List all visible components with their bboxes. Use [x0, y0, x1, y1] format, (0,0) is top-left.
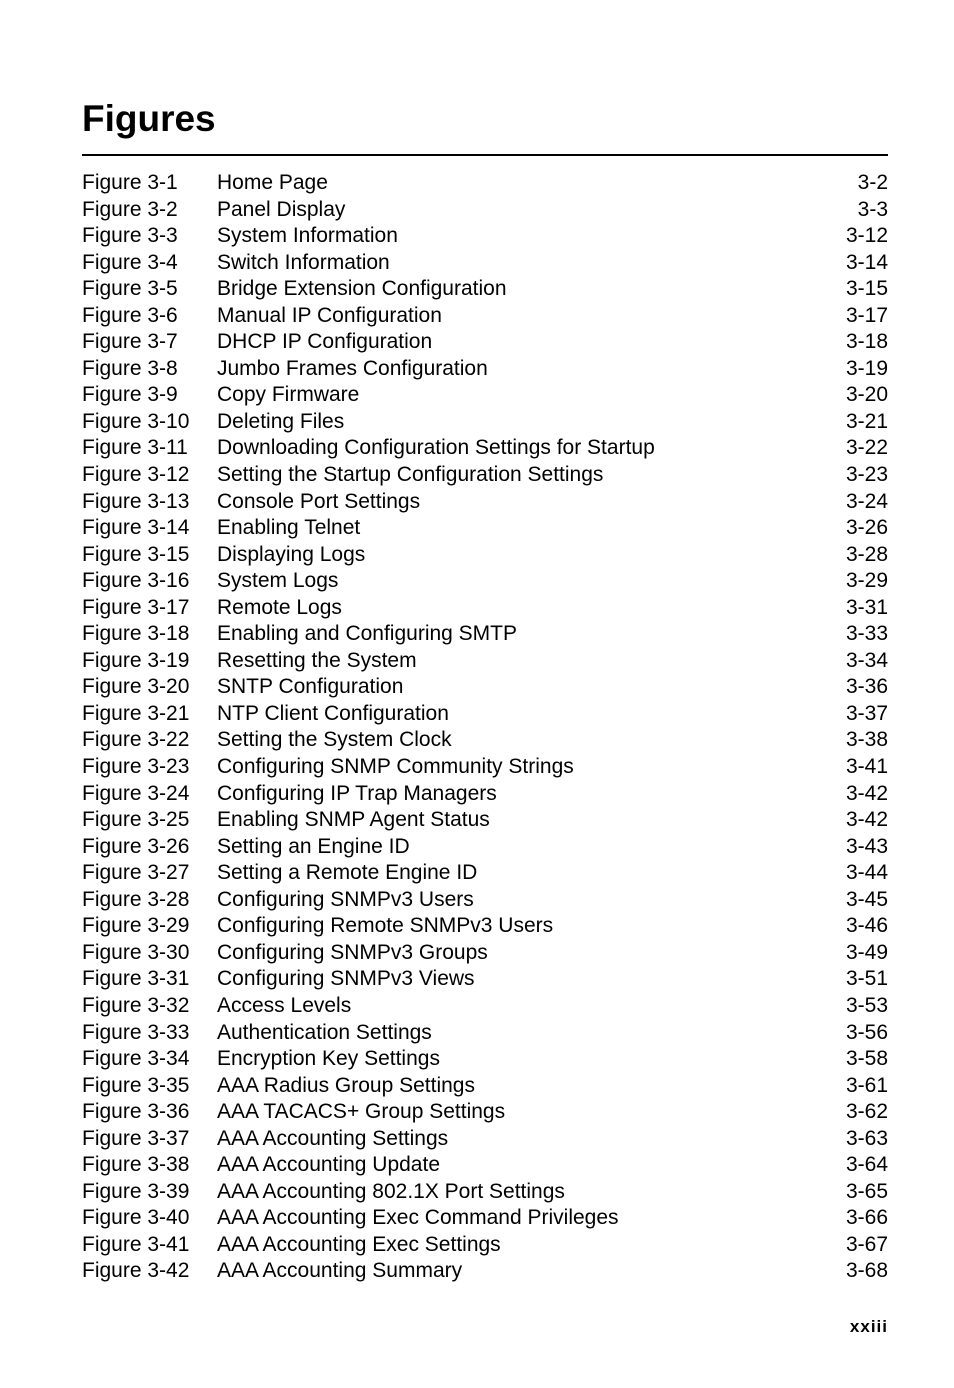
figure-title[interactable]: Configuring SNMPv3 Views	[217, 967, 475, 991]
list-item[interactable]	[82, 568, 888, 595]
figure-page-reference[interactable]: 3-20	[845, 383, 888, 407]
figure-title[interactable]: AAA Radius Group Settings	[217, 1073, 475, 1097]
figure-title[interactable]: Displaying Logs	[217, 542, 366, 566]
figure-page-reference[interactable]: 3-26	[845, 516, 888, 540]
figure-title[interactable]: AAA Accounting Update	[217, 1153, 440, 1177]
figure-number: Figure 3-36	[82, 1100, 190, 1124]
page-title: Figures	[82, 98, 216, 139]
figure-page-reference[interactable]: 3-37	[845, 701, 888, 725]
figure-number: Figure 3-5	[82, 277, 178, 301]
list-item[interactable]	[82, 807, 888, 834]
figure-title[interactable]: System Logs	[217, 569, 339, 593]
figure-page-reference[interactable]: 3-24	[845, 489, 888, 513]
figure-title[interactable]: Enabling SNMP Agent Status	[217, 808, 490, 832]
figure-number: Figure 3-23	[82, 755, 190, 779]
list-item[interactable]	[82, 435, 888, 462]
list-item[interactable]	[82, 329, 888, 356]
figure-page-reference[interactable]: 3-41	[845, 755, 888, 779]
list-item[interactable]	[82, 1258, 888, 1285]
list-item[interactable]	[82, 1099, 888, 1126]
figure-page-reference[interactable]: 3-46	[845, 914, 888, 938]
figure-number: Figure 3-19	[82, 648, 190, 672]
list-item[interactable]	[82, 303, 888, 330]
figure-number: Figure 3-13	[82, 489, 190, 513]
figure-page-reference[interactable]: 3-14	[845, 250, 888, 274]
figure-page-reference[interactable]: 3-23	[845, 463, 888, 487]
figure-page-reference[interactable]: 3-53	[845, 993, 888, 1017]
figure-title[interactable]: AAA Accounting Settings	[217, 1126, 449, 1150]
figure-title[interactable]: Panel Display	[217, 197, 346, 221]
figure-title[interactable]: Resetting the System	[217, 648, 417, 672]
figure-number: Figure 3-24	[82, 781, 190, 805]
figure-page-reference[interactable]: 3-42	[845, 781, 888, 805]
figure-page-reference[interactable]: 3-45	[845, 887, 888, 911]
figure-title[interactable]: AAA Accounting Summary	[217, 1259, 463, 1283]
figure-page-reference[interactable]: 3-28	[845, 542, 888, 566]
figure-page-reference[interactable]: 3-63	[845, 1126, 888, 1150]
figure-page-reference[interactable]: 3-42	[845, 808, 888, 832]
figure-page-reference[interactable]: 3-19	[845, 356, 888, 380]
figure-number: Figure 3-26	[82, 834, 190, 858]
figure-page-reference[interactable]: 3-22	[845, 436, 888, 460]
list-item[interactable]	[82, 250, 888, 277]
list-item[interactable]	[82, 515, 888, 542]
figure-title[interactable]: Access Levels	[217, 993, 352, 1017]
figure-number: Figure 3-41	[82, 1232, 190, 1256]
figure-number: Figure 3-29	[82, 914, 190, 938]
list-item[interactable]	[82, 727, 888, 754]
list-item[interactable]	[82, 781, 888, 808]
figure-number: Figure 3-2	[82, 197, 178, 221]
figure-page-reference[interactable]: 3-18	[845, 330, 888, 354]
figure-page-reference[interactable]: 3-31	[845, 595, 888, 619]
list-item[interactable]	[82, 409, 888, 436]
list-item[interactable]	[82, 276, 888, 303]
list-item[interactable]	[82, 197, 888, 224]
figure-title[interactable]: Console Port Settings	[217, 489, 421, 513]
figure-page-reference[interactable]: 3-34	[845, 648, 888, 672]
figure-number: Figure 3-11	[82, 436, 188, 460]
list-item[interactable]	[82, 1073, 888, 1100]
page-number: xxiii	[849, 1317, 888, 1336]
figure-title[interactable]: Switch Information	[217, 250, 390, 274]
list-item[interactable]	[82, 940, 888, 967]
list-item[interactable]	[82, 834, 888, 861]
list-item[interactable]	[82, 621, 888, 648]
figure-page-reference[interactable]: 3-2	[857, 171, 888, 194]
figure-number: Figure 3-37	[82, 1126, 190, 1150]
list-item[interactable]	[82, 223, 888, 250]
figure-number: Figure 3-30	[82, 940, 190, 964]
figure-title[interactable]: Enabling Telnet	[217, 516, 361, 540]
list-item[interactable]	[82, 1232, 888, 1259]
list-item[interactable]	[82, 887, 888, 914]
figure-page-reference[interactable]: 3-38	[845, 728, 888, 752]
list-item[interactable]	[82, 701, 888, 728]
list-item[interactable]	[82, 754, 888, 781]
figure-number: Figure 3-16	[82, 569, 190, 593]
figure-page-reference[interactable]: 3-12	[845, 224, 888, 248]
figure-title[interactable]: AAA Accounting Exec Command Privileges	[217, 1206, 619, 1230]
list-item[interactable]	[82, 1152, 888, 1179]
list-item[interactable]	[82, 993, 888, 1020]
figure-page-reference[interactable]: 3-67	[845, 1232, 888, 1256]
figure-number: Figure 3-25	[82, 808, 190, 832]
figure-title[interactable]: SNTP Configuration	[217, 675, 404, 699]
figure-page-reference[interactable]: 3-17	[845, 303, 888, 327]
figure-title[interactable]: DHCP IP Configuration	[217, 330, 433, 354]
figure-number: Figure 3-14	[82, 516, 190, 540]
figure-number: Figure 3-18	[82, 622, 190, 646]
list-item[interactable]	[82, 1179, 888, 1206]
figure-number: Figure 3-32	[82, 993, 190, 1017]
figure-number: Figure 3-6	[82, 303, 178, 327]
figure-title[interactable]: Configuring Remote SNMPv3 Users	[217, 914, 554, 938]
figure-title[interactable]: Configuring SNMP Community Strings	[217, 755, 574, 779]
figure-number: Figure 3-4	[82, 250, 178, 274]
figure-page-reference[interactable]: 3-43	[845, 834, 888, 858]
figure-page-reference[interactable]: 3-62	[845, 1100, 888, 1124]
figure-number: Figure 3-22	[82, 728, 190, 752]
figure-title[interactable]: Configuring SNMPv3 Groups	[217, 940, 488, 964]
figure-page-reference[interactable]: 3-68	[845, 1259, 888, 1283]
list-item[interactable]	[82, 595, 888, 622]
figure-title[interactable]: AAA Accounting Exec Settings	[217, 1232, 501, 1256]
figure-page-reference[interactable]: 3-49	[845, 940, 888, 964]
list-item[interactable]	[82, 462, 888, 489]
figure-page-reference[interactable]: 3-29	[845, 569, 888, 593]
list-item[interactable]	[82, 913, 888, 940]
figure-number: Figure 3-7	[82, 330, 178, 354]
figure-title[interactable]: Jumbo Frames Configuration	[217, 356, 488, 380]
list-item[interactable]	[82, 1020, 888, 1047]
figure-number: Figure 3-27	[82, 861, 190, 885]
figure-page-reference[interactable]: 3-65	[845, 1179, 888, 1203]
list-item[interactable]	[82, 648, 888, 675]
list-item[interactable]	[82, 1126, 888, 1153]
figure-title[interactable]: Home Page	[217, 171, 328, 194]
list-item[interactable]	[82, 1046, 888, 1073]
figure-title[interactable]: Setting the System Clock	[217, 728, 452, 752]
figure-number: Figure 3-3	[82, 224, 178, 248]
figure-number: Figure 3-42	[82, 1259, 190, 1283]
figure-page-reference[interactable]: 3-61	[845, 1073, 888, 1097]
figure-number: Figure 3-35	[82, 1073, 190, 1097]
figure-page-reference[interactable]: 3-21	[845, 409, 888, 433]
figure-page-reference[interactable]: 3-15	[845, 277, 888, 301]
figure-title[interactable]: Configuring SNMPv3 Users	[217, 887, 474, 911]
list-item[interactable]	[82, 966, 888, 993]
list-of-figures	[82, 170, 888, 1285]
figure-page-reference[interactable]: 3-3	[857, 197, 888, 221]
list-item[interactable]	[82, 674, 888, 701]
list-item[interactable]	[82, 382, 888, 409]
figure-title[interactable]: Authentication Settings	[217, 1020, 432, 1044]
figure-page-reference[interactable]: 3-36	[845, 675, 888, 699]
list-item[interactable]	[82, 542, 888, 569]
figure-title[interactable]: Enabling and Configuring SMTP	[217, 622, 518, 646]
figure-title[interactable]: Remote Logs	[217, 595, 342, 619]
list-item[interactable]	[82, 1205, 888, 1232]
figure-title[interactable]: Bridge Extension Configuration	[217, 277, 507, 301]
figure-page-reference[interactable]: 3-33	[845, 622, 888, 646]
figure-number: Figure 3-1	[82, 171, 178, 194]
figure-title[interactable]: Setting the Startup Configuration Settings	[217, 463, 604, 487]
figure-number: Figure 3-8	[82, 356, 178, 380]
figure-title[interactable]: Configuring IP Trap Managers	[217, 781, 497, 805]
figure-title[interactable]: System Information	[217, 224, 398, 248]
figure-number: Figure 3-38	[82, 1153, 190, 1177]
figure-page-reference[interactable]: 3-64	[845, 1153, 888, 1177]
figure-title[interactable]: Encryption Key Settings	[217, 1047, 440, 1071]
figure-number: Figure 3-31	[82, 967, 190, 991]
figure-number: Figure 3-28	[82, 887, 190, 911]
figure-number: Figure 3-9	[82, 383, 178, 407]
title-divider	[82, 154, 888, 156]
figure-number: Figure 3-21	[82, 701, 190, 725]
list-item[interactable]	[82, 170, 888, 197]
figure-number: Figure 3-17	[82, 595, 190, 619]
figure-number: Figure 3-10	[82, 409, 190, 433]
figure-number: Figure 3-34	[82, 1047, 190, 1071]
figure-page-reference[interactable]: 3-58	[845, 1047, 888, 1071]
figure-number: Figure 3-20	[82, 675, 190, 699]
list-item[interactable]	[82, 489, 888, 516]
figure-number: Figure 3-15	[82, 542, 190, 566]
figure-page-reference[interactable]: 3-56	[845, 1020, 888, 1044]
figure-title[interactable]: NTP Client Configuration	[217, 701, 449, 725]
figure-title[interactable]: Downloading Configuration Settings for Startup	[217, 436, 655, 460]
figure-title[interactable]: Manual IP Configuration	[217, 303, 442, 327]
figure-number: Figure 3-33	[82, 1020, 190, 1044]
figure-title[interactable]: Deleting Files	[217, 409, 345, 433]
figure-title[interactable]: Copy Firmware	[217, 383, 360, 407]
figure-title[interactable]: AAA TACACS+ Group Settings	[217, 1100, 506, 1124]
figure-page-reference[interactable]: 3-51	[845, 967, 888, 991]
figure-title[interactable]: Setting an Engine ID	[217, 834, 410, 858]
list-item[interactable]	[82, 860, 888, 887]
figure-number: Figure 3-40	[82, 1206, 190, 1230]
figure-page-reference[interactable]: 3-66	[845, 1206, 888, 1230]
figure-page-reference[interactable]: 3-44	[845, 861, 888, 885]
figure-number: Figure 3-39	[82, 1179, 190, 1203]
list-item[interactable]	[82, 356, 888, 383]
figure-number: Figure 3-12	[82, 463, 190, 487]
figure-title[interactable]: AAA Accounting 802.1X Port Settings	[217, 1179, 565, 1203]
figure-title[interactable]: Setting a Remote Engine ID	[217, 861, 478, 885]
